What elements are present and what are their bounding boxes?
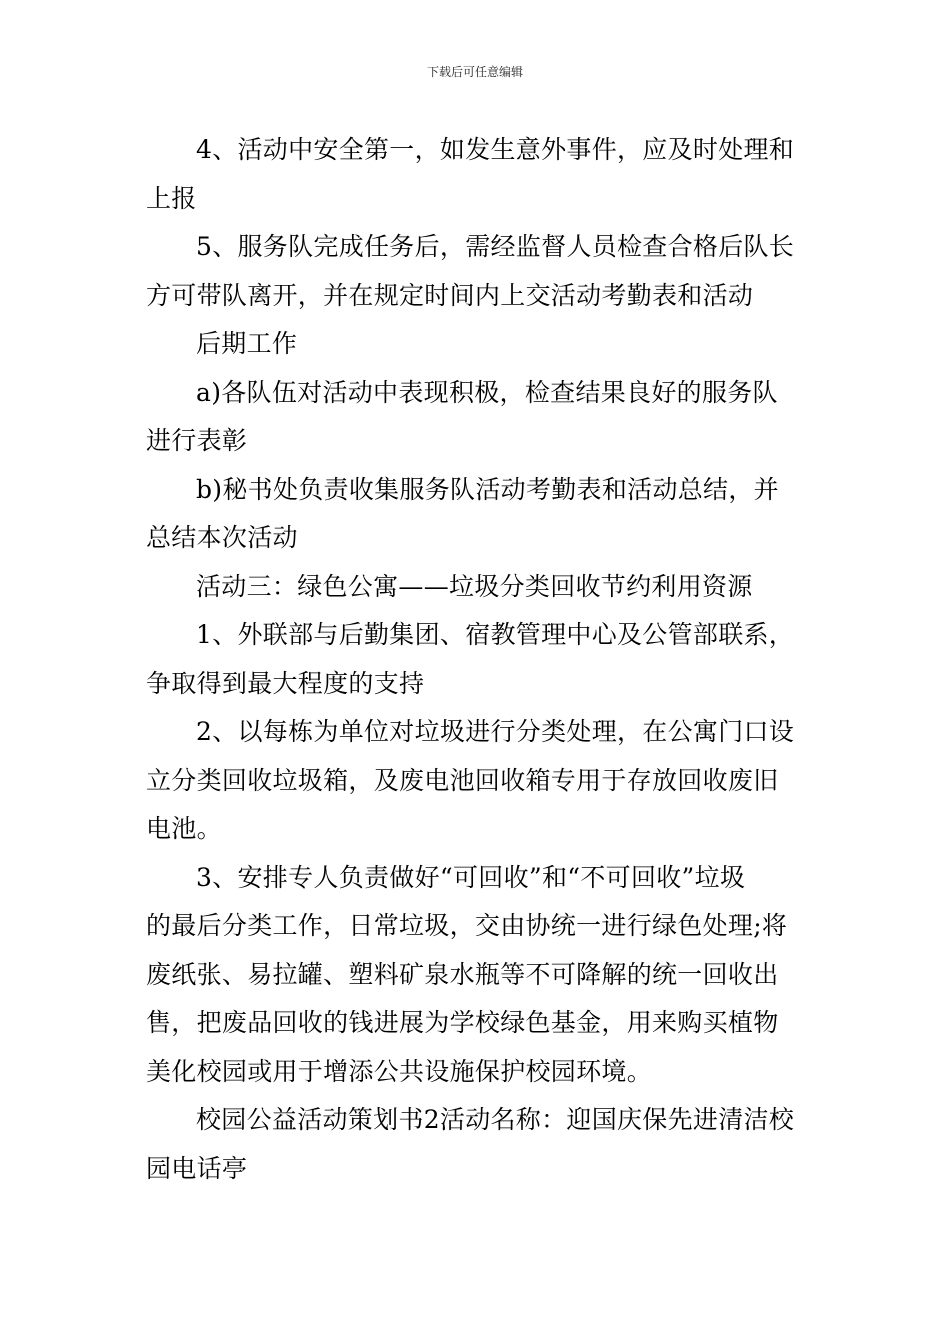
text-line: 后期工作	[196, 329, 298, 358]
section-heading: 活动三：绿色公寓——垃圾分类回收节约利用资源	[196, 571, 753, 601]
text-line: 争取得到最大程度的支持	[146, 668, 425, 698]
text-line: 售，把废品回收的钱进展为学校绿色基金，用来购买植物	[146, 1008, 779, 1037]
text-line: 立分类回收垃圾箱，及废电池回收箱专用于存放回收废旧	[146, 765, 779, 795]
text-line: 废纸张、易拉罐、塑料矿泉水瓶等不可降解的统一回收出	[146, 959, 779, 989]
page-header: 下载后可任意编辑	[426, 65, 523, 79]
paragraph-safety	[146, 126, 806, 223]
text-line: 1、外联部与后勤集团、宿教管理中心及公管部联系，	[196, 620, 795, 649]
paragraph-later-work	[146, 320, 806, 369]
paragraph-plan-two	[146, 1096, 806, 1193]
paragraph-secretariat	[146, 466, 806, 563]
text-line: a)各队伍对活动中表现积极，检查结果良好的服务队	[196, 377, 778, 407]
text-line: 的最后分类工作，日常垃圾，交由协统一进行绿色处理;将	[146, 911, 788, 940]
document-body	[146, 126, 806, 1193]
text-line: 园电话亭	[146, 1153, 248, 1183]
text-line: 4、活动中安全第一，如发生意外事件，应及时处理和	[196, 135, 795, 164]
text-line: 上报	[146, 183, 197, 213]
text-line: 总结本次活动	[146, 523, 298, 552]
text-line: 美化校园或用于增添公共设施保护校园环境。	[146, 1056, 653, 1086]
paragraph-recycling	[146, 854, 806, 1097]
text-line: 3、安排专人负责做好“可回收”和“不可回收”垃圾	[196, 862, 746, 892]
text-line: 校园公益活动策划书2活动名称：迎国庆保先进清洁校	[196, 1105, 795, 1134]
text-line: 电池。	[146, 814, 222, 843]
text-line: b)秘书处负责收集服务队活动考勤表和活动总结，并	[196, 474, 779, 504]
paragraph-activity-three	[146, 563, 806, 612]
paragraph-commend	[146, 369, 806, 466]
paragraph-sorting	[146, 708, 806, 854]
paragraph-liaison	[146, 611, 806, 708]
text-line: 2、以每栋为单位对垃圾进行分类处理，在公寓门口设	[196, 717, 795, 746]
text-line: 方可带队离开，并在规定时间内上交活动考勤表和活动	[146, 280, 754, 310]
paragraph-team-leave	[146, 223, 806, 320]
text-line: 5、服务队完成任务后，需经监督人员检查合格后队长	[196, 232, 795, 261]
text-line: 进行表彰	[146, 426, 248, 455]
